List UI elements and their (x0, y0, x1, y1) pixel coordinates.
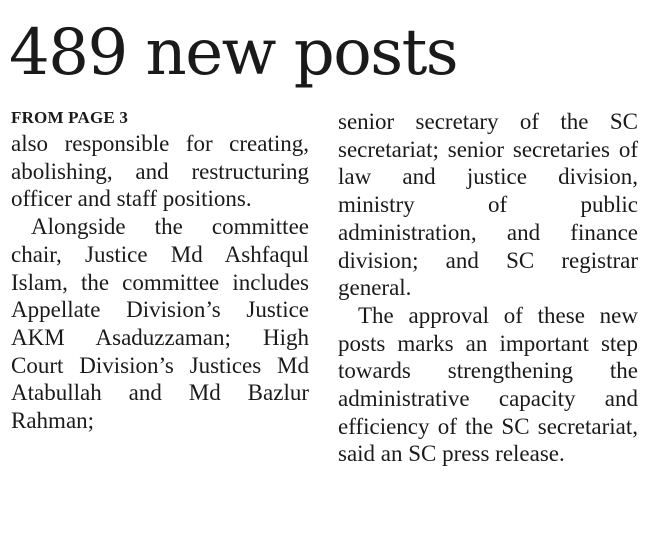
right-paragraph-1: senior secretary of the SC secretariat; senior secretaries of law and justice division, ministry of public administration, and finance division; and SC registrar general. (338, 109, 638, 301)
headline: 489 new posts (9, 16, 458, 90)
left-paragraph-1: also responsible for creating, abolishing, and restructuring officer and staff positions. (11, 131, 309, 212)
left-column (11, 108, 309, 435)
continuation-kicker: FROM PAGE 3 (11, 108, 129, 127)
right-paragraph-2: The approval of these new posts marks an important step towards strengthening the administrative capacity and efficiency of the SC secretariat, said an SC press release. (338, 302, 638, 467)
left-paragraph-2: Alongside the committee chair, Justice Md Ashfaqul Islam, the committee includes Appellate Division’s Justice AKM Asaduzzaman; High Court Division’s Justices Md Atabullah and Md Bazlur Rahman; (11, 214, 309, 434)
right-column (338, 108, 638, 468)
